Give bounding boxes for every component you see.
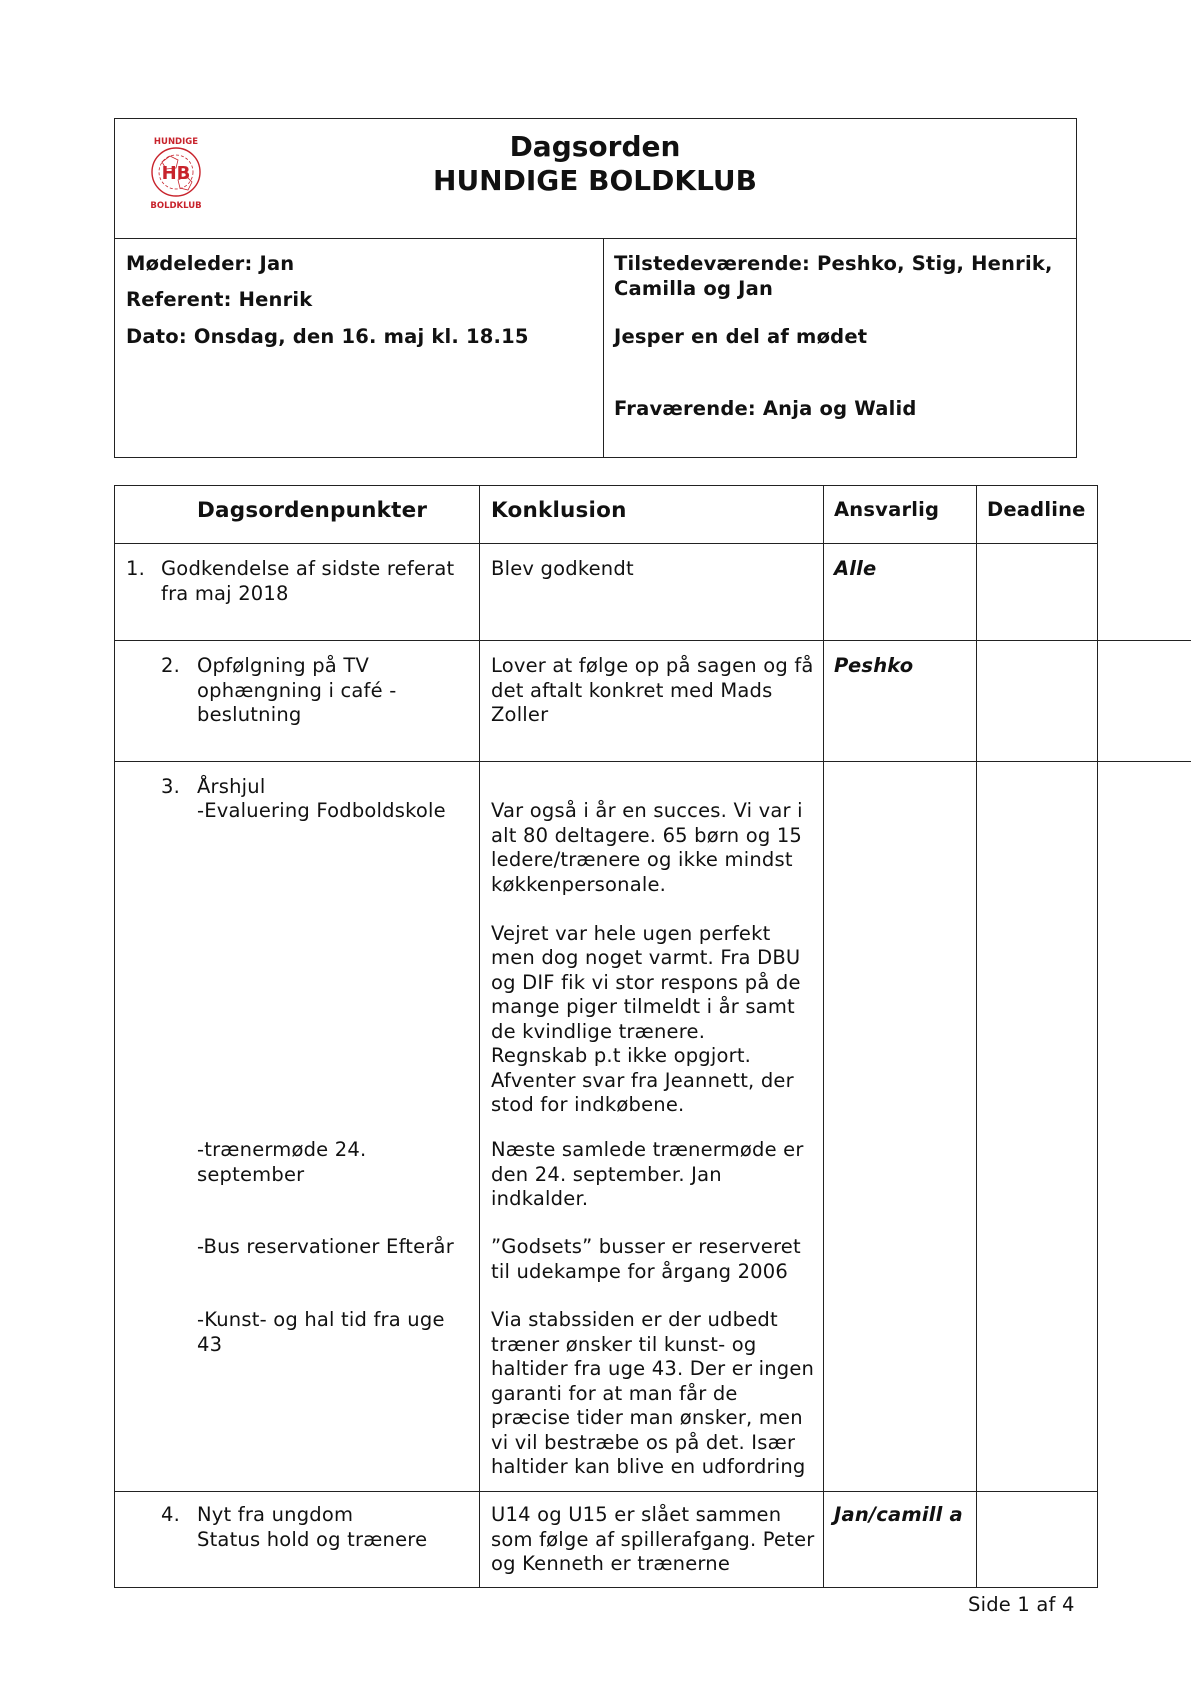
attendees: Tilstedeværende: Peshko, Stig, Henrik, Camilla og Jan <box>614 252 1053 300</box>
header-divider <box>114 238 1077 239</box>
page-number: Side 1 af 4 <box>968 1593 1075 1616</box>
partial-attendee: Jesper en del af mødet <box>614 325 868 348</box>
subitem-conclusion: Næste samlede trænermøde er den 24. september. Jan indkalder. <box>491 1138 804 1210</box>
row2-conclusion: Lover at følge op på sagen og få det aftalt konkret med Mads Zoller <box>491 654 814 726</box>
row3-point: Årshjul <box>197 775 266 798</box>
table-left-border <box>114 485 115 1587</box>
header-points: Dagsordenpunkter <box>197 498 428 523</box>
header-conclusion: Konklusion <box>491 498 627 523</box>
row2-point: Opfølgning på TV ophængning i café - beslutning <box>197 654 397 726</box>
meeting-referent: Referent: Henrik <box>126 288 313 311</box>
club-name: HUNDIGE BOLDKLUB <box>433 164 757 197</box>
row1-responsible: Alle <box>834 557 877 580</box>
svg-text:HUNDIGE: HUNDIGE <box>153 137 199 147</box>
absentees: Fraværende: Anja og Walid <box>614 397 917 420</box>
row2-number: 2. <box>161 654 181 677</box>
row2-responsible: Peshko <box>834 654 914 677</box>
row1-bottom <box>114 640 1191 641</box>
row2-bottom <box>114 761 1191 762</box>
subitem-conclusion: ”Godsets” busser er reserveret til udekampe for årgang 2006 <box>491 1235 801 1283</box>
header-responsible: Ansvarlig <box>834 498 940 521</box>
table-right-border <box>1097 485 1098 1587</box>
subitem-label: -Evaluering Fodboldskole <box>197 799 446 822</box>
subitem-label: -Bus reservationer Efterår <box>197 1235 454 1258</box>
row3-bottom <box>114 1491 1098 1492</box>
document-title: Dagsorden <box>509 130 681 163</box>
table-bottom-border <box>114 1587 1098 1588</box>
subitem-label: -Kunst- og hal tid fra uge 43 <box>197 1308 445 1356</box>
col-divider-2 <box>823 485 824 1587</box>
svg-text:HB: HB <box>161 163 191 184</box>
row1-conclusion: Blev godkendt <box>491 557 634 580</box>
subitem-label: -trænermøde 24. september <box>197 1138 367 1186</box>
table-header-bottom <box>114 543 1098 544</box>
header-deadline: Deadline <box>987 498 1086 521</box>
row3-number: 3. <box>161 775 181 798</box>
row4-responsible: Jan/camill a <box>834 1503 963 1526</box>
subitem-conclusion: Var også i år en succes. Vi var i alt 80 deltagere. 65 børn og 15 ledere/trænere og ikke mindst køkkenpersonale. Vejret var hele ugen perfekt men dog noget varmt. Fra DBU og DIF fik vi stor respons på de mange piger tilmeldt i år samt de kvindlige trænere. Regnskab p.t ikke opgjort. Afventer svar fra Jeannett, der stod for indkøbene. <box>491 799 803 1116</box>
col-divider-1 <box>479 485 480 1587</box>
meeting-info-divider <box>603 238 604 458</box>
meeting-date: Dato: Onsdag, den 16. maj kl. 18.15 <box>126 325 529 348</box>
col-divider-3 <box>976 485 977 1587</box>
row1-point: Godkendelse af sidste referat fra maj 2018 <box>161 557 455 605</box>
table-top-border <box>114 485 1098 486</box>
row4-number: 4. <box>161 1503 181 1526</box>
row4-point: Nyt fra ungdom Status hold og trænere <box>197 1503 428 1551</box>
row4-conclusion: U14 og U15 er slået sammen som følge af spillerafgang. Peter og Kenneth er trænerne <box>491 1503 815 1575</box>
subitem-conclusion: Via stabssiden er der udbedt træner ønsker til kunst- og haltider fra uge 43. Der er ingen garanti for at man får de præcise tider man ønsker, men vi vil bestræbe os på det. Især haltider kan blive en udfordring <box>491 1308 815 1478</box>
meeting-leader: Mødeleder: Jan <box>126 252 295 275</box>
row1-number: 1. <box>126 557 146 580</box>
svg-text:BOLDKLUB: BOLDKLUB <box>150 201 202 211</box>
